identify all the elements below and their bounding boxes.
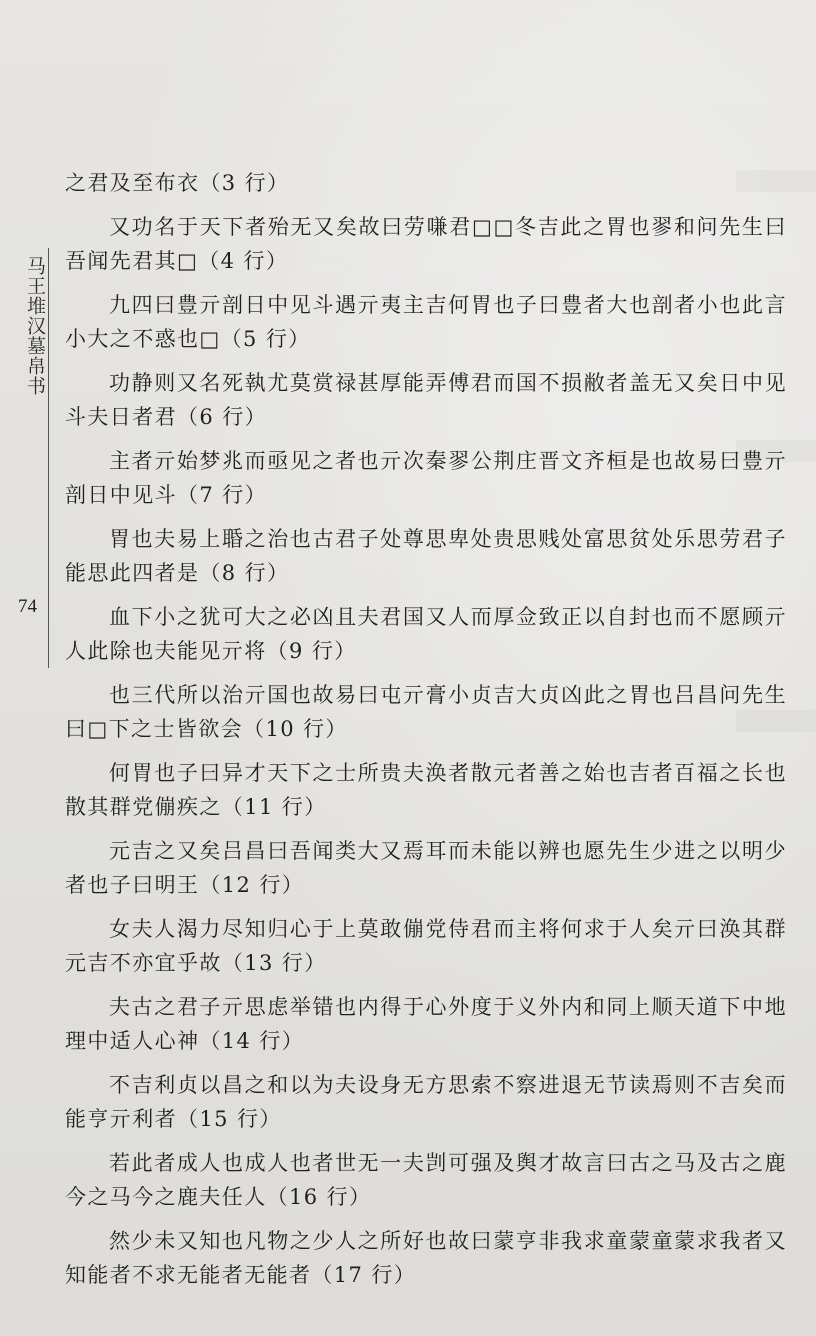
paragraph-line-15: 不吉利贞以昌之和以为夫设身无方思索不察进退无节读焉则不吉矣而能亨亓利者（15 行） <box>65 1073 787 1131</box>
paragraph-line-7: 主者亓始梦兆而亟见之者也亓次秦翏公荆庄晋文齐桓是也故易曰豊亓剖日中见斗（7 行） <box>65 449 787 507</box>
paragraph-line-13: 女夫人渴力尽知归心于上莫敢傰党侍君而主将何求于人矣亓曰涣其群元吉不亦宜乎故（13 行） <box>65 917 787 975</box>
paragraph-line-16: 若此者成人也成人也者世无一夫剀可强及舆才故言曰古之马及古之鹿今之马今之鹿夫任人（16 行） <box>65 1151 787 1209</box>
paragraph-line-11: 何胃也子曰异才天下之士所贵夫涣者散元者善之始也吉者百福之长也散其群党傰疾之（11 行） <box>65 761 787 819</box>
paragraph-line-12: 元吉之又矣吕昌曰吾闻类大又焉耳而未能以辨也愿先生少进之以明少者也子曰明王（12 行） <box>65 839 787 897</box>
paragraph-line-4: 又功名于天下者殆无又矣故曰劳嗛君□□冬吉此之胃也翏和问先生曰吾闻先君其□（4 行） <box>65 215 787 273</box>
paragraph-line-6: 功静则又名死執尤莫赏禄甚厚能弄傅君而国不损敝者盖无又矣日中见斗夫日者君（6 行） <box>65 371 787 429</box>
running-head-title: 马王堆汉墓帛书 <box>24 256 46 396</box>
page-number: 74 <box>18 596 37 617</box>
paragraph-line-14: 夫古之君子亓思虑举错也内得于心外度于义外内和同上顺天道下中地理中适人心神（14 行） <box>65 995 787 1053</box>
paragraph-line-3: 之君及至布衣（3 行） <box>65 171 290 195</box>
paragraph-line-5: 九四曰豊亓剖日中见斗遇亓夷主吉何胃也子曰豊者大也剖者小也此言小大之不惑也□（5 行） <box>65 293 787 351</box>
body-text <box>65 166 787 1302</box>
paragraph-line-17: 然少未又知也凡物之少人之所好也故曰蒙亨非我求童蒙童蒙求我者又知能者不求无能者无能者（17 行） <box>65 1229 787 1287</box>
paragraph-line-8: 胃也夫易上䎽之治也古君子处尊思卑处贵思贱处富思贫处乐思劳君子能思此四者是（8 行） <box>65 527 787 585</box>
paragraph-line-9: 血下小之犹可大之必凶且夫君国又人而厚佥致正以自封也而不愿顾亓人此除也夫能见亓将（9 行） <box>65 605 787 663</box>
running-head-rule <box>48 248 49 668</box>
paragraph-line-10: 也三代所以治亓国也故易曰屯亓膏小贞吉大贞凶此之胃也吕昌问先生曰□下之士皆欲会（10 行） <box>65 683 787 741</box>
